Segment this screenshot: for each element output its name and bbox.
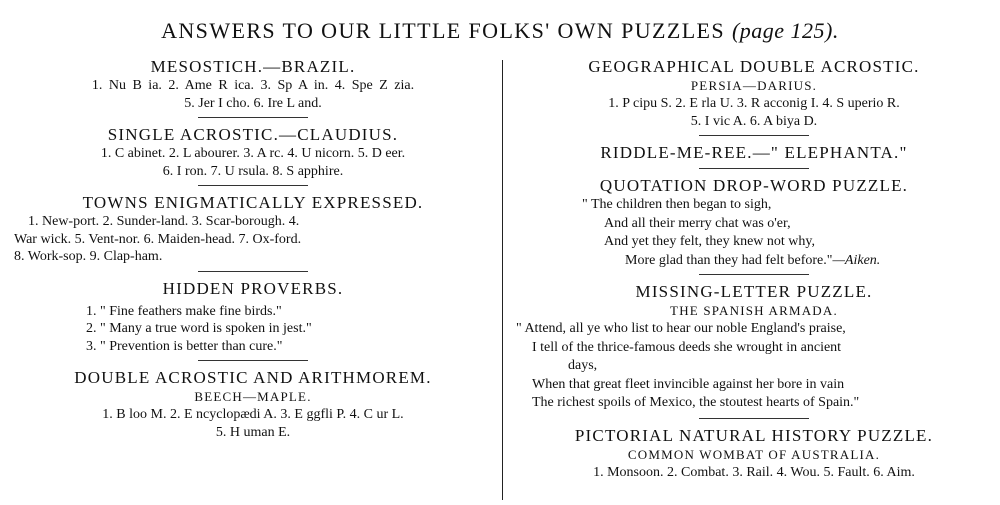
mesostich-heading: MESOSTICH.—BRAZIL. xyxy=(150,57,356,76)
section-divider xyxy=(198,185,308,186)
missing-letter-line-1: " Attend, all ye who list to hear our noble England's praise, xyxy=(516,321,846,336)
section-divider xyxy=(699,168,809,169)
riddle-section xyxy=(512,142,996,163)
geographical-subheading: PERSIA—DARIUS. xyxy=(690,78,818,93)
towns-line-1: 1. New-port. 2. Sunder-land. 3. Scar-borough. 4. xyxy=(28,214,300,229)
riddle-heading: RIDDLE-ME-REE.—" ELEPHANTA." xyxy=(600,143,908,162)
quotation-author: —Aiken. xyxy=(832,252,881,268)
mesostich-section xyxy=(6,56,500,112)
proverb-line-2: 2. " Many a true word is spoken in jest." xyxy=(86,321,312,336)
towns-line-3: 8. Work-sop. 9. Clap-ham. xyxy=(14,249,163,264)
right-column xyxy=(512,56,996,501)
double-acrostic-line-1: 1. B loo M. 2. E ncyclopædi A. 3. E ggfli P. 4. C ur L. xyxy=(102,407,404,422)
missing-letter-line-4: When that great fleet invincible against her bore in vain xyxy=(532,376,845,392)
section-divider xyxy=(198,360,308,361)
section-divider xyxy=(198,117,308,118)
towns-line-2: War wick. 5. Vent-nor. 6. Maiden-head. 7. Ox-ford. xyxy=(14,231,302,247)
section-divider xyxy=(699,418,809,419)
proverb-line-3: 3. " Prevention is better than cure." xyxy=(86,338,283,354)
single-acrostic-section xyxy=(6,124,500,180)
towns-heading: TOWNS ENIGMATICALLY EXPRESSED. xyxy=(82,193,424,212)
pictorial-line-1: 1. Monsoon. 2. Combat. 3. Rail. 4. Wou. 5. Fault. 6. Aim. xyxy=(593,464,915,480)
mesostich-line-1: 1. Nu B ia. 2. Ame R ica. 3. Sp A in. 4. Spe Z zia. xyxy=(91,78,415,93)
mesostich-line-2: 5. Jer I cho. 6. Ire L and. xyxy=(184,95,322,111)
hidden-proverbs-heading: HIDDEN PROVERBS. xyxy=(162,278,344,298)
single-acrostic-line-2: 6. I ron. 7. U rsula. 8. S apphire. xyxy=(162,163,344,179)
missing-letter-line-2: I tell of the thrice-famous deeds she wrought in ancient xyxy=(532,339,842,355)
title-text: ANSWERS TO OUR LITTLE FOLKS' OWN PUZZLES xyxy=(161,18,726,43)
geographical-line-1: 1. P cipu S. 2. E rla U. 3. R acconig I. 4. S uperio R. xyxy=(608,96,900,111)
double-acrostic-line-2: 5. H uman E. xyxy=(215,424,291,440)
quotation-line-2: And all their merry chat was o'er, xyxy=(604,215,791,231)
double-acrostic-section xyxy=(6,367,500,441)
single-acrostic-line-1: 1. C abinet. 2. L abourer. 3. A rc. 4. U nicorn. 5. D eer. xyxy=(100,146,406,161)
pictorial-heading: PICTORIAL NATURAL HISTORY PUZZLE. xyxy=(574,425,934,445)
double-acrostic-subheading: BEECH—MAPLE. xyxy=(194,389,312,404)
title-page-ref: (page 125). xyxy=(731,18,839,43)
quotation-line-3: And yet they felt, they knew not why, xyxy=(604,234,815,249)
missing-letter-line-5: The richest spoils of Mexico, the stoutest hearts of Spain." xyxy=(532,395,860,410)
missing-letter-heading: MISSING-LETTER PUZZLE. xyxy=(635,282,873,301)
proverb-line-1: 1. " Fine feathers make fine birds." xyxy=(86,303,282,319)
geographical-section xyxy=(512,56,996,130)
quotation-line-1: " The children then began to sigh, xyxy=(582,197,772,212)
quotation-line-4 xyxy=(512,252,996,271)
column-divider xyxy=(502,60,503,500)
double-acrostic-heading: DOUBLE ACROSTIC AND ARITHMOREM. xyxy=(74,368,432,387)
section-divider xyxy=(699,135,809,136)
pictorial-subheading: COMMON WOMBAT OF AUSTRALIA. xyxy=(627,446,881,462)
quotation-section xyxy=(512,175,996,270)
geographical-heading: GEOGRAPHICAL DOUBLE ACROSTIC. xyxy=(588,57,920,76)
single-acrostic-heading: SINGLE ACROSTIC.—CLAUDIUS. xyxy=(107,125,399,144)
hidden-proverbs-section xyxy=(6,278,500,356)
quotation-heading: QUOTATION DROP-WORD PUZZLE. xyxy=(599,176,909,195)
towns-section xyxy=(6,192,500,266)
missing-letter-line-3: days, xyxy=(568,358,598,373)
section-divider xyxy=(198,271,308,272)
missing-letter-section xyxy=(512,281,996,413)
pictorial-section xyxy=(512,425,996,482)
quotation-line-4-text: More glad than they had felt before." xyxy=(625,252,833,268)
geographical-line-2: 5. I vic A. 6. A biya D. xyxy=(690,113,818,129)
page-title xyxy=(0,18,1000,44)
left-column xyxy=(6,56,500,501)
section-divider xyxy=(699,274,809,275)
missing-letter-subheading: THE SPANISH ARMADA. xyxy=(670,303,838,318)
